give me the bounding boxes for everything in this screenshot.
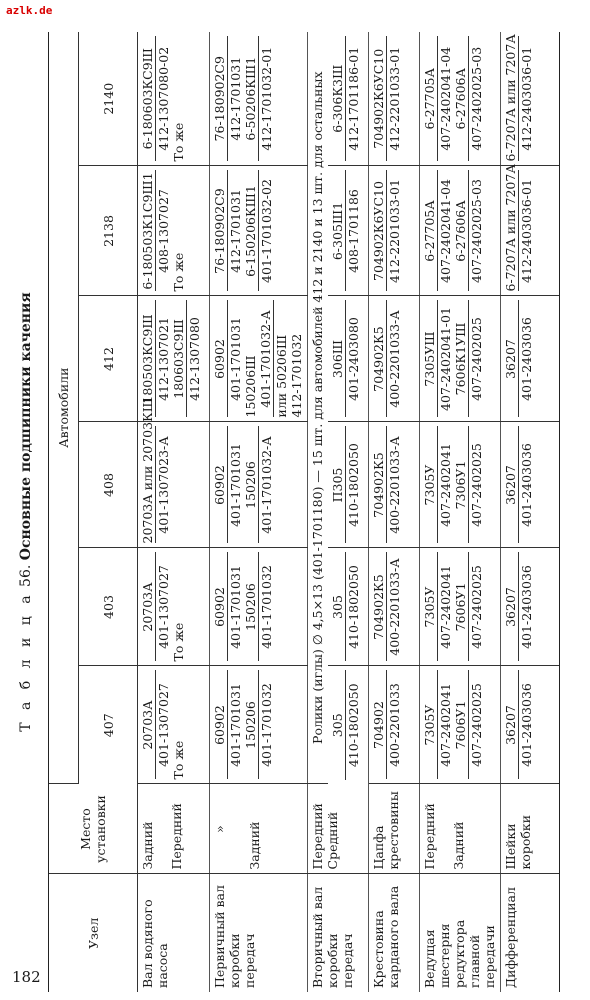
part-cell: 60902 401-1701031 150206 401-1701032-А — [209, 422, 308, 548]
table-row — [308, 32, 328, 992]
part-cell: 36207 401-2403036 — [501, 296, 560, 422]
header-model: 403 — [79, 548, 138, 666]
part-cell: 6-306К3Ш 412-1701186-01 — [328, 32, 369, 166]
caption-word: Т а б л и ц а — [18, 591, 34, 732]
header-place: Место установки — [49, 784, 138, 874]
page-number: 182 — [12, 968, 41, 986]
part-cell: 704902К5 400-2201033-А — [368, 548, 419, 666]
part-cell: 36207 401-2403036 — [501, 422, 560, 548]
header-row-1 — [49, 32, 79, 992]
table-row — [368, 32, 419, 992]
part-cell: 7305У 407-2402041 7606У1 407-2402025 — [419, 666, 500, 784]
caption-number: 56. — [18, 564, 34, 587]
header-model: 407 — [79, 666, 138, 784]
part-cell: 20703А или 20703КШ 401-1307023-А — [138, 422, 209, 548]
node-cell: Ведущая шестерня редуктора главной передачи — [419, 874, 500, 992]
header-cars: Автомобили — [49, 32, 79, 784]
part-cell: 306Ш 401-2403080 — [328, 296, 369, 422]
rotated-table-block — [18, 32, 578, 992]
place-cell: Задний Передний — [138, 784, 209, 874]
part-cell: 20703А 401-1307027 То же — [138, 548, 209, 666]
header-model: 412 — [79, 296, 138, 422]
table-row — [209, 32, 308, 992]
part-cell: 60902 401-1701031 150206 401-1701032 — [209, 548, 308, 666]
part-cell: 305 410-1802050 — [328, 666, 369, 784]
table-row — [419, 32, 500, 992]
caption-title: Основные подшипники качения — [18, 292, 34, 561]
table-caption — [18, 32, 40, 992]
header-node: Узел — [49, 874, 138, 992]
node-cell: Крестовина карданого вала — [368, 874, 419, 992]
place-cell: Шейки коробки — [501, 784, 560, 874]
part-cell: 20703А 401-1307027 То же — [138, 666, 209, 784]
part-cell: 6-180603КС9Ш 412-1307080-02 То же — [138, 32, 209, 166]
part-cell: 6-305Ш1 408-1701186 — [328, 166, 369, 296]
needle-rollers-note: Ролики (иглы) ∅ 4,5×13 (401-1701180) — 15 шт. для автомобилей 412 и 2140 и 13 шт. для остальных — [308, 32, 328, 784]
part-cell: 6-27705А 407-2402041-04 6-27606А 407-2402025-03 — [419, 32, 500, 166]
place-cell: Передний Средний — [308, 784, 369, 874]
part-cell: 704902К5 400-2201033-А — [368, 422, 419, 548]
bearings-table — [48, 32, 560, 992]
node-cell: Вторичный вал коробки передач — [308, 874, 369, 992]
part-cell: 180503КС9Ш 412-1307021 180603С9Ш 412-1307080 — [138, 296, 209, 422]
part-cell: 36207 401-2403036 — [501, 548, 560, 666]
part-cell: 6-180503К1С9Ш1 408-1307027 То же — [138, 166, 209, 296]
header-model: 2140 — [79, 32, 138, 166]
part-cell: 6-27705А 407-2402041-04 6-27606А 407-2402025-03 — [419, 166, 500, 296]
place-cell: » Задний — [209, 784, 308, 874]
part-cell: 60902 401-1701031 150206 401-1701032 — [209, 666, 308, 784]
part-cell: 704902К6УС10 412-2201033-01 — [368, 32, 419, 166]
place-cell: Цапфа крестовины — [368, 784, 419, 874]
part-cell: 7305У 407-2402041 7306У1 407-2402025 — [419, 422, 500, 548]
part-cell: 6-7207А или 7207А 412-2403036-01 — [501, 166, 560, 296]
header-model: 2138 — [79, 166, 138, 296]
part-cell: 7305У 407-2402041 7606У1 407-2402025 — [419, 548, 500, 666]
table-row — [138, 32, 209, 992]
node-cell: Первичный вал коробки передач — [209, 874, 308, 992]
part-cell: 704902 400-2201033 — [368, 666, 419, 784]
part-cell: 704902К6УС10 412-2201033-01 — [368, 166, 419, 296]
table-row — [501, 32, 560, 992]
node-cell: Вал водяного насоса — [138, 874, 209, 992]
part-cell: 6-7207А или 7207А 412-2403036-01 — [501, 32, 560, 166]
header-model: 408 — [79, 422, 138, 548]
part-cell: 76-180902С9 412-1701031 6-50206КШ1 412-1701032-01 — [209, 32, 308, 166]
part-cell: П305 410-1802050 — [328, 422, 369, 548]
node-cell: Дифференциал — [501, 874, 560, 992]
part-cell: 704902К5 400-2201033-А — [368, 296, 419, 422]
watermark: azlk.de — [6, 4, 53, 17]
part-cell: 36207 401-2403036 — [501, 666, 560, 784]
part-cell: 7305УШ 407-2402041-01 7606К1УШ 407-2402025 — [419, 296, 500, 422]
place-cell: Передний Задний — [419, 784, 500, 874]
part-cell: 60902 401-1701031 150206Ш 401-1701032-А или 50206Ш 412-1701032 — [209, 296, 308, 422]
part-cell: 76-180902С9 412-1701031 6-150206КШ1 401-1701032-02 — [209, 166, 308, 296]
part-cell: 305 410-1802050 — [328, 548, 369, 666]
